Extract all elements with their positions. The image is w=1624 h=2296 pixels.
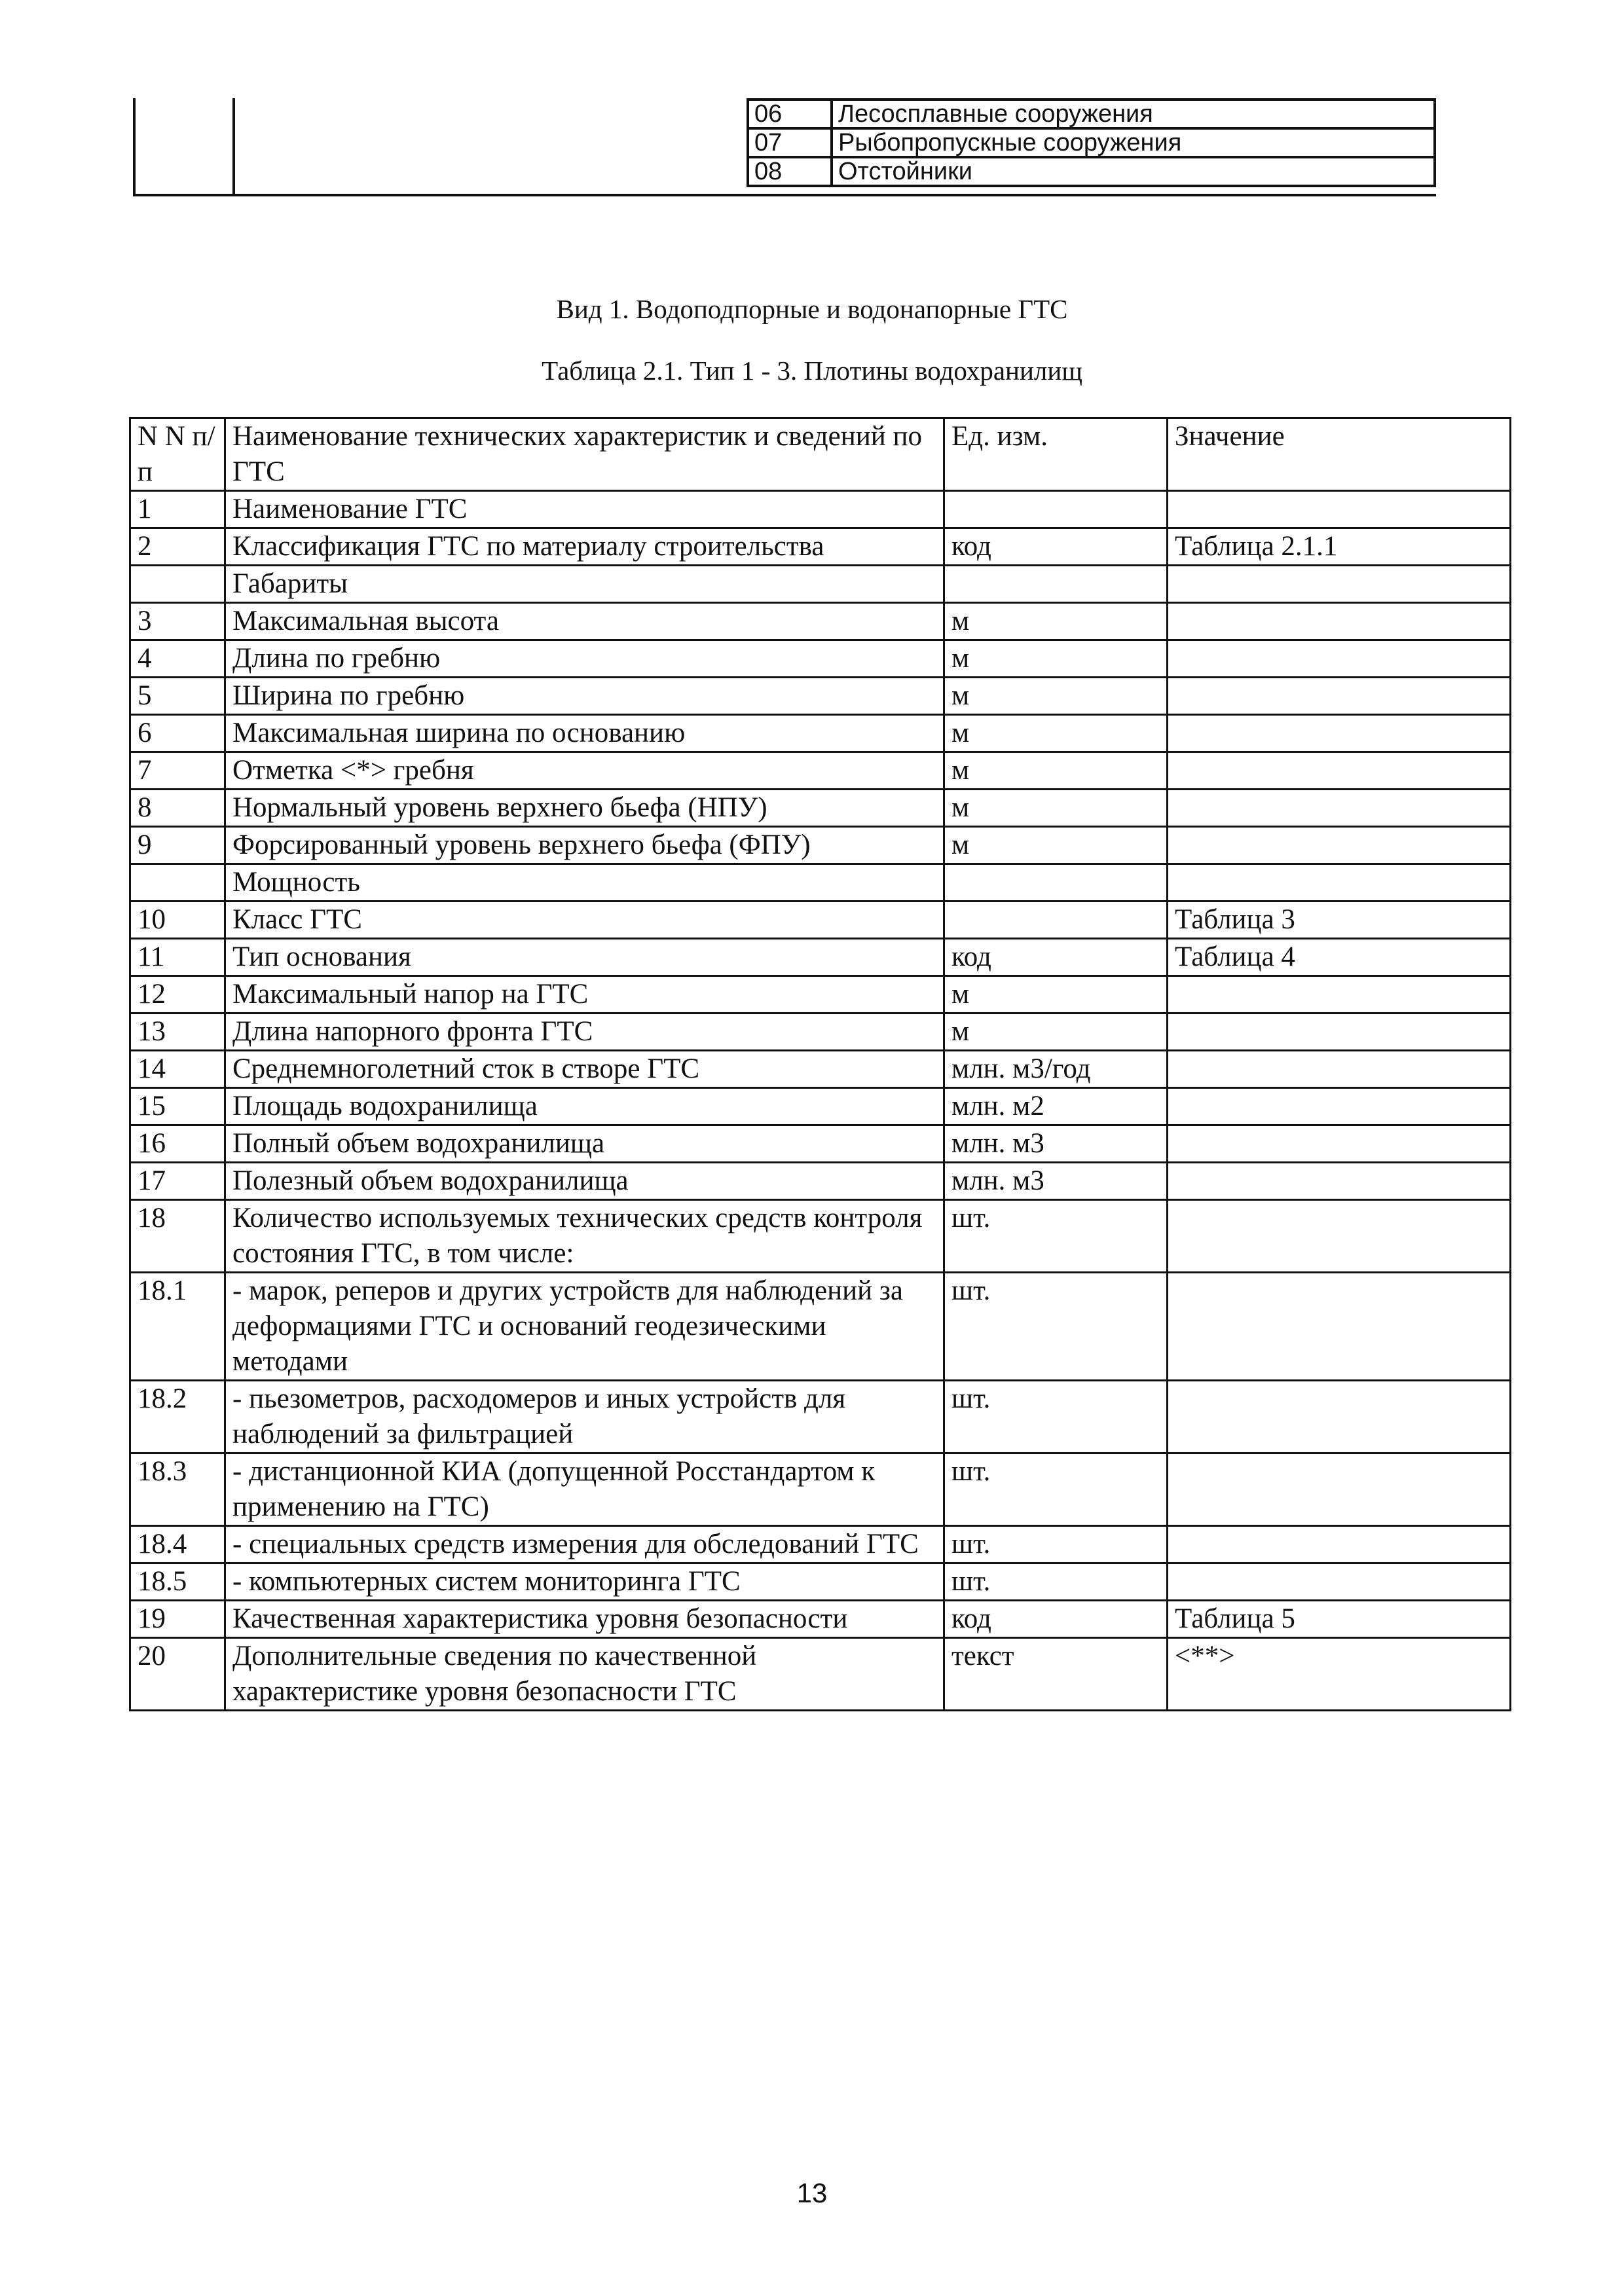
row-number: 8 [130,790,225,827]
row-name: Классификация ГТС по материалу строительства [225,528,944,566]
row-number: 18.2 [130,1381,225,1453]
row-unit: м [944,976,1168,1013]
row-value [1168,640,1511,678]
row-name: Мощность [225,864,944,902]
row-unit [944,491,1168,528]
row-number: 13 [130,1013,225,1051]
header-value: Значение [1168,418,1511,491]
row-name: Длина по гребню [225,640,944,678]
row-number: 9 [130,827,225,864]
row-name: Площадь водохранилища [225,1088,944,1125]
dam-characteristics-table [129,417,1511,1711]
row-unit: м [944,827,1168,864]
row-name: Максимальная высота [225,603,944,640]
header-num: N N п/п [130,418,225,491]
facility-name: Отстойники [832,157,1435,186]
table-row [130,1013,1511,1051]
row-value [1168,715,1511,752]
row-unit: м [944,790,1168,827]
row-unit: млн. м3 [944,1125,1168,1163]
table-row [130,1601,1511,1638]
row-unit: шт. [944,1453,1168,1526]
row-name: Максимальный напор на ГТС [225,976,944,1013]
table-row [130,1273,1511,1381]
row-name: Количество используемых технических средств контроля состояния ГТС, в том числе: [225,1200,944,1273]
row-number: 5 [130,678,225,715]
row-name: - специальных средств измерения для обследований ГТС [225,1526,944,1563]
row-value [1168,864,1511,902]
row-number: 18.3 [130,1453,225,1526]
view-heading: Вид 1. Водоподпорные и водонапорные ГТС [556,294,1068,324]
row-name: Среднемноголетний сток в створе ГТС [225,1051,944,1088]
row-name: Полезный объем водохранилища [225,1163,944,1200]
table-row [130,491,1511,528]
table-row [130,864,1511,902]
row-name: - компьютерных систем мониторинга ГТС [225,1563,944,1601]
row-unit: шт. [944,1200,1168,1273]
row-number: 15 [130,1088,225,1125]
row-unit: м [944,752,1168,790]
row-value [1168,1273,1511,1381]
table-row [130,1638,1511,1711]
row-number: 2 [130,528,225,566]
row-value [1168,1453,1511,1526]
previous-table-row [748,100,1435,128]
row-unit: текст [944,1638,1168,1711]
previous-table-row [748,128,1435,157]
row-name: - дистанционной КИА (допущенной Росстандартом к применению на ГТС) [225,1453,944,1526]
row-name: Отметка <*> гребня [225,752,944,790]
table-row [130,790,1511,827]
row-value [1168,827,1511,864]
row-number [130,566,225,603]
row-value [1168,1200,1511,1273]
row-number: 18 [130,1200,225,1273]
row-value [1168,491,1511,528]
facility-name: Рыбопропускные сооружения [832,128,1435,157]
row-value [1168,752,1511,790]
header-name: Наименование технических характеристик и сведений по ГТС [225,418,944,491]
row-value [1168,1013,1511,1051]
row-name: Тип основания [225,939,944,976]
facility-code: 07 [748,128,832,157]
table-row [130,902,1511,939]
row-number: 7 [130,752,225,790]
table-row [130,939,1511,976]
row-unit: м [944,603,1168,640]
row-unit [944,864,1168,902]
row-value [1168,976,1511,1013]
row-value [1168,566,1511,603]
row-number: 16 [130,1125,225,1163]
row-number: 20 [130,1638,225,1711]
row-unit [944,902,1168,939]
row-number: 14 [130,1051,225,1088]
row-name: Наименование ГТС [225,491,944,528]
table-row [130,640,1511,678]
table-row [130,715,1511,752]
header-unit: Ед. изм. [944,418,1168,491]
table-row [130,1051,1511,1088]
previous-table-codes [747,98,1436,187]
facility-code: 08 [748,157,832,186]
row-value: Таблица 3 [1168,902,1511,939]
row-value [1168,790,1511,827]
facility-code: 06 [748,100,832,128]
row-value [1168,1163,1511,1200]
table-title: Таблица 2.1. Тип 1 - 3. Плотины водохранилищ [542,355,1082,386]
row-number [130,864,225,902]
row-name: Нормальный уровень верхнего бьефа (НПУ) [225,790,944,827]
table-row [130,603,1511,640]
row-number: 3 [130,603,225,640]
table-row [130,1125,1511,1163]
row-unit: м [944,640,1168,678]
row-unit: млн. м3/год [944,1051,1168,1088]
row-unit: млн. м2 [944,1088,1168,1125]
row-value [1168,1051,1511,1088]
row-value: Таблица 5 [1168,1601,1511,1638]
table-row [130,1088,1511,1125]
row-unit: шт. [944,1526,1168,1563]
row-unit: м [944,1013,1168,1051]
row-unit: м [944,715,1168,752]
table-row [130,1381,1511,1453]
row-number: 4 [130,640,225,678]
row-value: Таблица 4 [1168,939,1511,976]
table-row [130,1453,1511,1526]
row-number: 18.5 [130,1563,225,1601]
row-value [1168,1088,1511,1125]
row-unit: код [944,528,1168,566]
row-name: - марок, реперов и других устройств для наблюдений за деформациями ГТС и оснований геодезическими методами [225,1273,944,1381]
row-unit: код [944,1601,1168,1638]
previous-table-row [748,157,1435,186]
row-unit: млн. м3 [944,1163,1168,1200]
facility-name: Лесосплавные сооружения [832,100,1435,128]
table-row [130,528,1511,566]
row-name: Качественная характеристика уровня безопасности [225,1601,944,1638]
row-value: Таблица 2.1.1 [1168,528,1511,566]
row-number: 10 [130,902,225,939]
row-number: 18.4 [130,1526,225,1563]
row-name: - пьезометров, расходомеров и иных устройств для наблюдений за фильтрацией [225,1381,944,1453]
table-header-row [130,418,1511,491]
page-number: 13 [796,2178,828,2208]
row-value [1168,603,1511,640]
table-row [130,678,1511,715]
row-number: 18.1 [130,1273,225,1381]
row-number: 17 [130,1163,225,1200]
row-value [1168,1563,1511,1601]
row-name: Форсированный уровень верхнего бьефа (ФПУ) [225,827,944,864]
previous-table-divider [232,98,235,194]
row-unit: м [944,678,1168,715]
table-row [130,827,1511,864]
row-value [1168,678,1511,715]
row-unit: шт. [944,1563,1168,1601]
row-unit: шт. [944,1273,1168,1381]
row-unit: шт. [944,1381,1168,1453]
row-unit [944,566,1168,603]
row-name: Класс ГТС [225,902,944,939]
row-number: 19 [130,1601,225,1638]
table-row [130,1563,1511,1601]
row-value [1168,1526,1511,1563]
row-number: 11 [130,939,225,976]
row-name: Длина напорного фронта ГТС [225,1013,944,1051]
row-number: 1 [130,491,225,528]
row-name: Дополнительные сведения по качественной характеристике уровня безопасности ГТС [225,1638,944,1711]
row-unit: код [944,939,1168,976]
table-row [130,752,1511,790]
row-name: Полный объем водохранилища [225,1125,944,1163]
table-row [130,1526,1511,1563]
row-value [1168,1381,1511,1453]
row-name: Габариты [225,566,944,603]
row-number: 6 [130,715,225,752]
row-number: 12 [130,976,225,1013]
row-name: Ширина по гребню [225,678,944,715]
row-value [1168,1125,1511,1163]
table-row [130,1200,1511,1273]
table-row [130,566,1511,603]
row-value: <**> [1168,1638,1511,1711]
table-row [130,976,1511,1013]
table-row [130,1163,1511,1200]
row-name: Максимальная ширина по основанию [225,715,944,752]
